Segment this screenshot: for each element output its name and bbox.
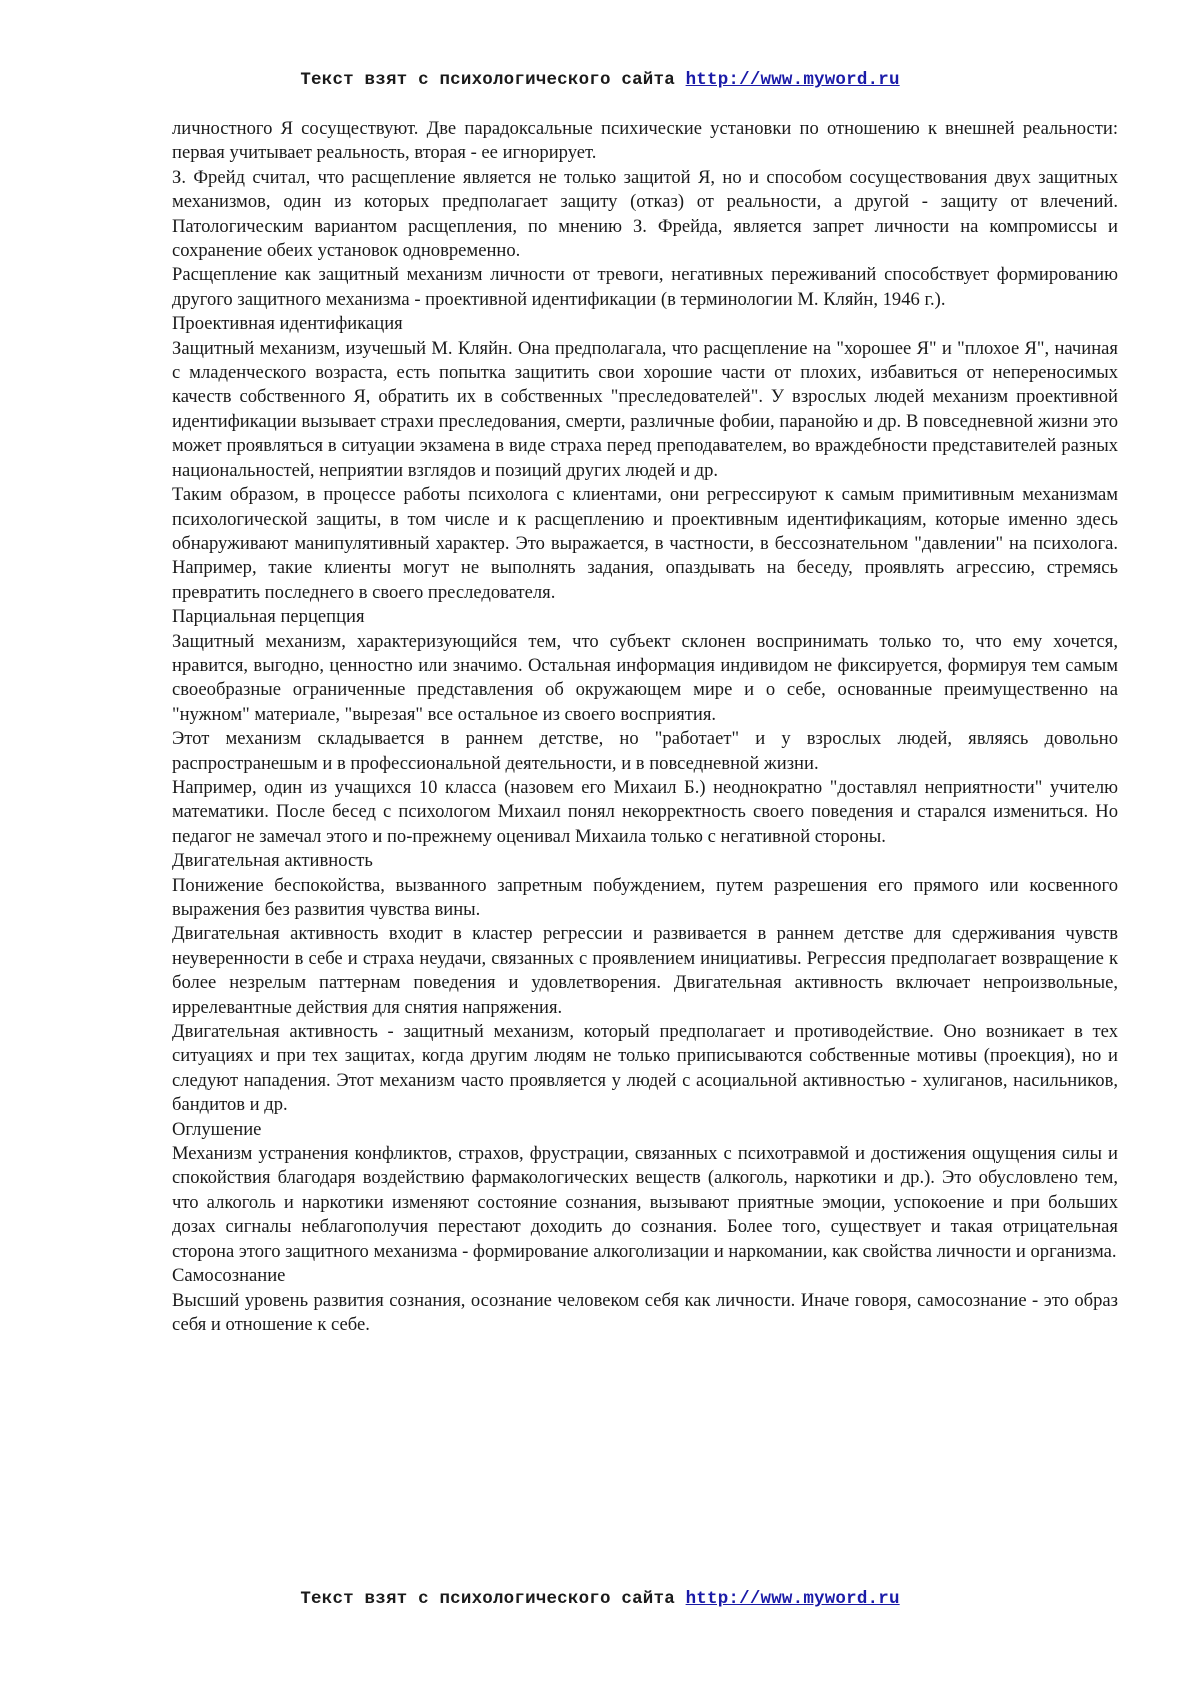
paragraph: Двигательная активность входит в кластер регрессии и развивается в раннем детстве для сдерживания чувств неуверенности в себе и страха неудачи, связанных с проявлением инициативы. Регрессия предполагает возвращение к более незрелым паттернам поведения и удовлетворения. Двигательная активность включает непроизвольные, иррелевантные действия для снятия напряжения. [172, 923, 1118, 1018]
document-body [172, 117, 1118, 1337]
section-heading: Проективная идентификация [172, 313, 403, 335]
paragraph: Механизм устранения конфликтов, страхов, фрустрации, связанных с психотравмой и достижения ощущения силы и спокойствия благодаря воздействию фармакологических веществ (алкоголь, наркотики и др.). Это обусловлено тем, что алкоголь и наркотики изменяют состояние сознания, вызывают приятные эмоции, успокоение и при больших дозах сигналы неблагополучия перестают доходить до сознания. Более того, существует и такая отрицательная сторона этого защитного механизма - формирование алкоголизации и наркомании, как свойства личности и организма. [172, 1143, 1118, 1262]
paragraph: Защитный механизм, изучешый М. Кляйн. Она предполагала, что расщепление на "хорошее Я" и "плохое Я", начиная с младенческого возраста, есть попытка защитить свои хорошие части от плохих, избавиться от непереносимых качеств собственного Я, обратить их в собственных "преследователей". У взрослых людей механизм проективной идентификации вызывает страхи преследования, смерти, различные фобии, паранойю и др. В повседневной жизни это может проявляться в ситуации экзамена в виде страха перед преподавателем, во враждебности представителей разных национальностей, неприятии взглядов и позиций других людей и др. [172, 337, 1118, 481]
paragraph: З. Фрейд считал, что расщепление является не только защитой Я, но и способом сосуществования двух защитных механизмов, один из которых предполагает защиту (отказ) от реальности, а другой - защиту от влечений. Патологическим вариантом расщепления, по мнению З. Фрейда, является запрет личности на компромиссы и сохранение обеих установок одновременно. [172, 166, 1118, 262]
paragraph: Защитный механизм, характеризующийся тем, что субъект склонен воспринимать только то, что ему хочется, нравится, выгодно, ценностно или значимо. Остальная информация индивидом не фиксируется, формируя тем самым своеобразные ограниченные представления об окружающем мире и о себе, основанные преимущественно на "нужном" материале, "вырезая" все остальное из своего восприятия. [172, 630, 1118, 725]
header-text: Текст взят с психологического сайта [300, 70, 675, 90]
paragraph: Понижение беспокойства, вызванного запретным побуждением, путем разрешения его прямого или косвенного выражения без развития чувства вины. [172, 874, 1118, 920]
footer-site-link[interactable]: http://www.myword.ru [685, 1589, 900, 1609]
page-footer [0, 1588, 1200, 1610]
paragraph: Двигательная активность - защитный механизм, который предполагает и противодействие. Оно возникает в тех ситуациях и при тех защитах, когда другим людям не только приписываются собственные мотивы (проекция), но и следуют нападения. Этот механизм часто проявляется у людей с асоциальной активностью - хулиганов, насильников, бандитов и др. [172, 1021, 1118, 1116]
section-heading: Двигательная активность [172, 850, 373, 872]
section-heading: Парциальная перцепция [172, 606, 365, 628]
section-heading: Самосознание [172, 1265, 286, 1287]
footer-text: Текст взят с психологического сайта [300, 1589, 675, 1609]
paragraph: Этот механизм складывается в раннем детстве, но "работает" и у взрослых людей, являясь довольно распространешым и в профессиональной деятельности, и в повседневной жизни. [172, 728, 1118, 774]
page-header [0, 69, 1200, 91]
paragraph: Таким образом, в процессе работы психолога с клиентами, они регрессируют к самым примитивным механизмам психологической защиты, в том числе и к расщеплению и проективным идентификациям, которые именно здесь обнаруживают манипулятивный характер. Это выражается, в частности, в бессознательном "давлении" на психолога. Например, такие клиенты могут не выполнять задания, опаздывать на беседу, проявлять агрессию, стремясь превратить последнего в своего преследователя. [172, 484, 1118, 603]
paragraph: Расщепление как защитный механизм личности от тревоги, негативных переживаний способствует формированию другого защитного механизма - проективной идентификации (в терминологии М. Кляйн, 1946 г.). [172, 264, 1118, 310]
section-heading: Оглушение [172, 1118, 262, 1140]
paragraph: личностного Я сосуществуют. Две парадоксальные психические установки по отношению к внешней реальности: первая учитывает реальность, вторая - ее игнорирует. [172, 118, 1118, 164]
header-site-link[interactable]: http://www.myword.ru [685, 70, 900, 90]
paragraph: Например, один из учащихся 10 класса (назовем его Михаил Б.) неоднократно "доставлял неприятности" учителю математики. После бесед с психологом Михаил понял некорректность своего поведения и старался измениться. Но педагог не замечал этого и по-прежнему оценивал Михаила только с негативной стороны. [172, 776, 1118, 847]
paragraph: Высший уровень развития сознания, осознание человеком себя как личности. Иначе говоря, самосознание - это образ себя и отношение к себе. [172, 1289, 1118, 1335]
